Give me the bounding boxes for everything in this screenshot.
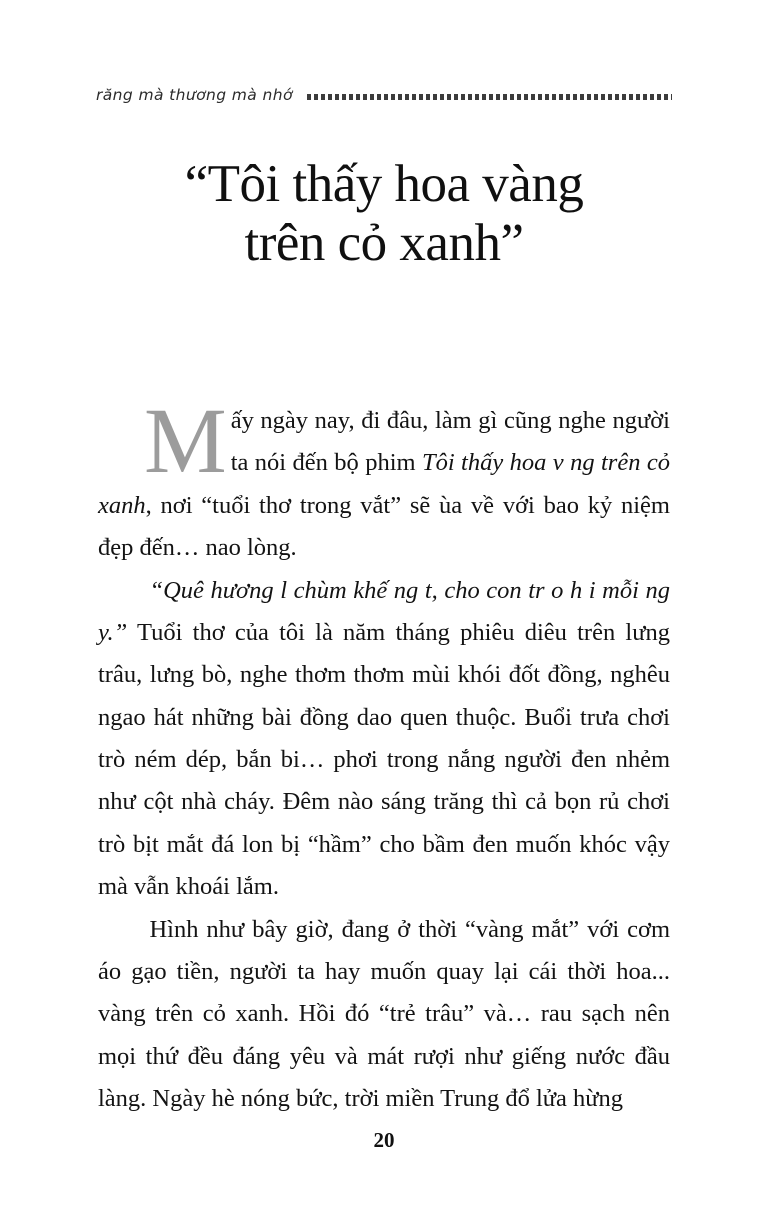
paragraph-1 — [98, 390, 670, 570]
chapter-title-line-1: “Tôi thấy hoa vàng — [184, 155, 584, 213]
chapter-title — [96, 155, 672, 274]
paragraph-1-text-part-2: , nơi “tuổi thơ trong vắt” sẽ ùa về với bao kỷ niệm đẹp đến… nao lòng. — [98, 491, 670, 562]
paragraph-3: Hình như bây giờ, đang ở thời “vàng mắt” với cơm áo gạo tiền, người ta hay muốn quay lại cái thời hoa... vàng trên cỏ xanh. Hồi đó “trẻ trâu” và… rau sạch nên mọi thứ đều đáng yêu và mát rượi như giếng nước đầu làng. Ngày hè nóng bức, trời miền Trung đổ lửa hừng — [98, 915, 670, 1112]
running-header-text: răng mà thương mà nhớ — [96, 86, 293, 104]
paragraph-2-text: Tuổi thơ của tôi là năm tháng phiêu diêu trên lưng trâu, lưng bò, nghe thơm thơm mùi khói đốt đồng, nghêu ngao hát những bài đồng dao quen thuộc. Buổi trưa chơi trò ném dép, bắn bi… phơi trong nắng người đen nhẻm như cột nhà cháy. Đêm nào sáng trăng thì cả bọn rủ chơi trò bịt mắt đá lon bị “hầm” cho bầm đen muốn khóc vậy mà vẫn khoái lắm. — [98, 618, 670, 901]
paragraph-1-film-title: Tôi thấy hoa v ng trên cỏ xanh — [98, 449, 670, 519]
chapter-title-line-2: trên cỏ xanh” — [244, 214, 524, 273]
header-dotted-rule — [307, 94, 672, 101]
paragraph-2 — [98, 570, 670, 909]
paragraph-1-text-part-1: ấy ngày nay, đi đâu, làm gì cũng nghe người ta nói đến bộ phim — [230, 407, 670, 477]
page-number: 20 — [373, 1128, 395, 1152]
running-header — [96, 80, 672, 110]
drop-cap-letter: M — [144, 390, 227, 493]
paragraph-2-quoted-song-lyric: “Quê hương l chùm khế ng t, cho con tr o h i mỗi ng y.” — [98, 576, 670, 646]
body-text — [98, 390, 670, 1120]
